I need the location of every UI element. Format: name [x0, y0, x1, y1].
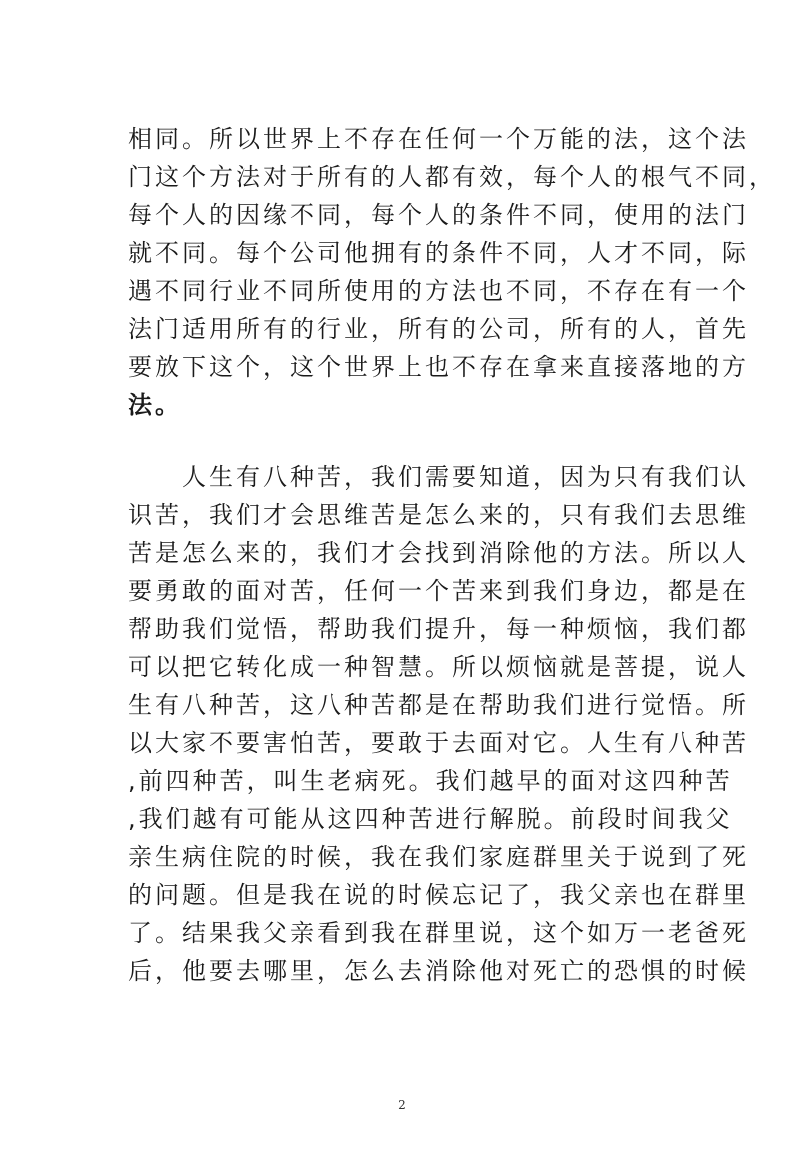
text-line: 人生有八种苦，我们需要知道，因为只有我们认	[128, 463, 749, 491]
text-line: 后，他要去哪里，怎么去消除他对死亡的恐惧的时候	[128, 957, 749, 985]
text-line: 法门适用所有的行业，所有的公司，所有的人，首先	[128, 315, 749, 343]
text-line: 要勇敢的面对苦，任何一个苦来到我们身边，都是在	[128, 577, 749, 605]
page-number: 2	[398, 1098, 406, 1112]
paragraph-2	[128, 458, 749, 990]
text-line: 识苦，我们才会思维苦是怎么来的，只有我们去思维	[128, 501, 749, 529]
text-line: 生有八种苦，这八种苦都是在帮助我们进行觉悟。所	[128, 691, 749, 719]
text-line: 门这个方法对于所有的人都有效，每个人的根气不同，	[128, 163, 776, 191]
text-line: 每个人的因缘不同，每个人的条件不同，使用的法门	[128, 201, 749, 229]
text-line: 遇不同行业不同所使用的方法也不同，不存在有一个	[128, 277, 749, 305]
text-line: 的问题。但是我在说的时候忘记了，我父亲也在群里	[128, 881, 749, 909]
text-line: 就不同。每个公司他拥有的条件不同，人才不同，际	[128, 239, 749, 267]
text-line: 帮助我们觉悟，帮助我们提升，每一种烦恼，我们都	[128, 615, 749, 643]
text-line: 苦是怎么来的，我们才会找到消除他的方法。所以人	[128, 539, 749, 567]
text-line: 以大家不要害怕苦，要敢于去面对它。人生有八种苦	[128, 729, 749, 757]
text-line: ,我们越有可能从这四种苦进行解脱。前段时间我父	[128, 805, 733, 833]
text-line: 了。结果我父亲看到我在群里说，这个如万一老爸死	[128, 919, 749, 947]
paragraph-gap	[128, 424, 708, 458]
text-line: 相同。所以世界上不存在任何一个万能的法，这个法	[128, 125, 749, 153]
body-text	[128, 120, 776, 990]
paragraph-1	[128, 120, 776, 424]
text-line: ,前四种苦，叫生老病死。我们越早的面对这四种苦	[128, 767, 733, 795]
text-line: 亲生病住院的时候，我在我们家庭群里关于说到了死	[128, 843, 749, 871]
text-line: 可以把它转化成一种智慧。所以烦恼就是菩提，说人	[128, 653, 749, 681]
text-line: 法。	[128, 391, 182, 419]
text-line: 要放下这个，这个世界上也不存在拿来直接落地的方	[128, 353, 749, 381]
